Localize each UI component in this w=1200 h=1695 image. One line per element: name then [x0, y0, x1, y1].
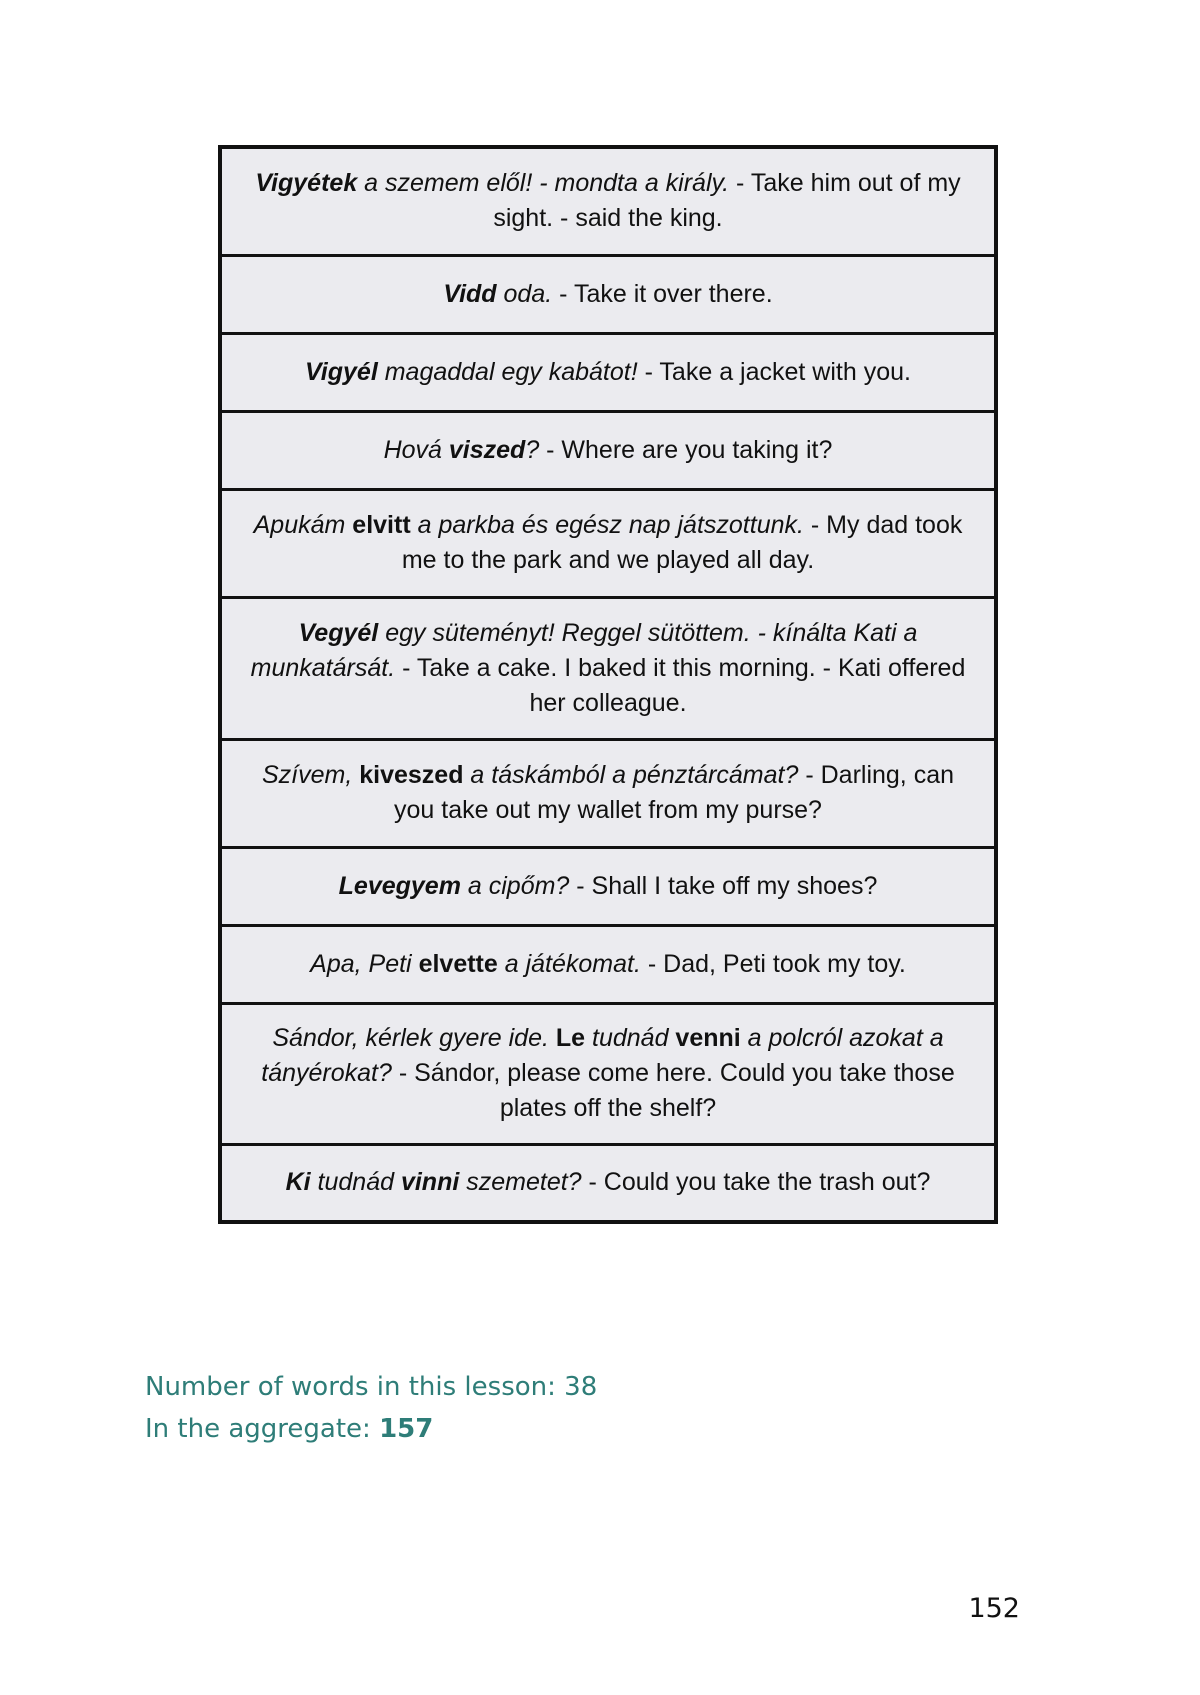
- sentence-segment: - Sándor, please come here. Could you take those plates off the shelf?: [391, 1059, 955, 1122]
- example-sentence-cell: [220, 925, 996, 1003]
- sentence-segment: viszed: [448, 435, 526, 464]
- sentence-segment: Vigyétek: [255, 169, 358, 198]
- sentence-segment: Vigyél: [305, 357, 378, 386]
- table-row: [220, 333, 996, 411]
- table-row: [220, 147, 996, 255]
- sentence-segment: Vegyél: [298, 618, 379, 647]
- sentence-segment: a polcról azokat a tányérokat?: [261, 1024, 944, 1087]
- sentence-segment: Hová: [383, 435, 449, 464]
- sentence-segment: a parkba és egész nap játszottunk.: [410, 511, 804, 539]
- example-sentence-cell: [220, 411, 996, 489]
- aggregate-value: 157: [379, 1414, 434, 1444]
- sentence-segment: - Take it over there.: [552, 279, 773, 308]
- table-row: [220, 255, 996, 333]
- sentence-segment: venni: [675, 1024, 741, 1052]
- sentence-segment: - Dad, Peti took my toy.: [640, 949, 906, 978]
- table-row: [220, 411, 996, 489]
- sentence-segment: oda.: [496, 279, 553, 308]
- aggregate-word-count: [145, 1414, 433, 1444]
- table-row: [220, 847, 996, 925]
- example-sentence-cell: [220, 255, 996, 333]
- sentence-segment: vinni: [400, 1168, 460, 1197]
- sentence-segment: - Take him out of my sight. - said the king.: [493, 169, 961, 233]
- sentence-segment: Ki: [285, 1168, 311, 1197]
- sentence-segment: a szemem elől! - mondta a király.: [357, 169, 730, 198]
- sentence-segment: - Take a jacket with you.: [637, 357, 911, 386]
- sentence-segment: egy süteményt! Reggel sütöttem. - kínálta Kati a munkatársát.: [250, 618, 918, 682]
- table-body: [220, 147, 996, 1222]
- sentence-segment: Szívem,: [261, 761, 360, 789]
- sentence-segment: Le: [555, 1024, 586, 1052]
- sentence-segment: kiveszed: [359, 761, 464, 789]
- lesson-word-count: Number of words in this lesson: 38: [145, 1372, 598, 1402]
- sentence-segment: elvitt: [352, 511, 411, 539]
- example-sentence-cell: [220, 1003, 996, 1144]
- sentence-segment: - Could you take the trash out?: [581, 1168, 931, 1197]
- sentence-segment: - My dad took me to the park and we played all day.: [401, 511, 963, 574]
- example-sentence-cell: [220, 1144, 996, 1222]
- table-row: [220, 1003, 996, 1144]
- example-sentence-cell: [220, 739, 996, 847]
- sentence-segment: Vidd: [443, 279, 497, 308]
- sentence-segment: Sándor, kérlek gyere ide.: [272, 1024, 556, 1052]
- example-sentence-cell: [220, 333, 996, 411]
- example-sentence-cell: [220, 147, 996, 255]
- sentence-segment: tudnád: [585, 1024, 676, 1052]
- page-number: 152: [968, 1593, 1020, 1624]
- sentence-segment: - Take a cake. I baked it this morning. - Kati offered her colleague.: [395, 653, 966, 717]
- aggregate-label: In the aggregate:: [145, 1414, 380, 1444]
- sentence-segment: a játékomat.: [497, 949, 641, 978]
- example-sentences-table: [218, 145, 998, 1224]
- sentence-segment: - Shall I take off my shoes?: [569, 871, 878, 900]
- sentence-segment: - Where are you taking it?: [539, 435, 833, 464]
- table-row: [220, 925, 996, 1003]
- sentence-segment: tudnád: [310, 1168, 401, 1197]
- sentence-segment: Levegyem: [338, 871, 461, 900]
- sentence-segment: elvette: [418, 949, 498, 978]
- example-sentence-cell: [220, 489, 996, 597]
- example-sentence-cell: [220, 847, 996, 925]
- sentence-segment: Apukám: [253, 511, 353, 539]
- table-row: [220, 597, 996, 739]
- sentence-segment: a cipőm?: [460, 871, 570, 900]
- sentence-segment: szemetet?: [459, 1168, 582, 1197]
- table-row: [220, 1144, 996, 1222]
- sentence-segment: ?: [525, 435, 540, 464]
- sentence-segment: - Darling, can you take out my wallet from my purse?: [394, 761, 955, 824]
- example-sentence-cell: [220, 597, 996, 739]
- sentence-segment: magaddal egy kabátot!: [377, 357, 638, 386]
- sentence-segment: a táskámból a pénztárcámat?: [463, 761, 799, 789]
- table-row: [220, 489, 996, 597]
- table-row: [220, 739, 996, 847]
- sentence-segment: Apa, Peti: [310, 949, 419, 978]
